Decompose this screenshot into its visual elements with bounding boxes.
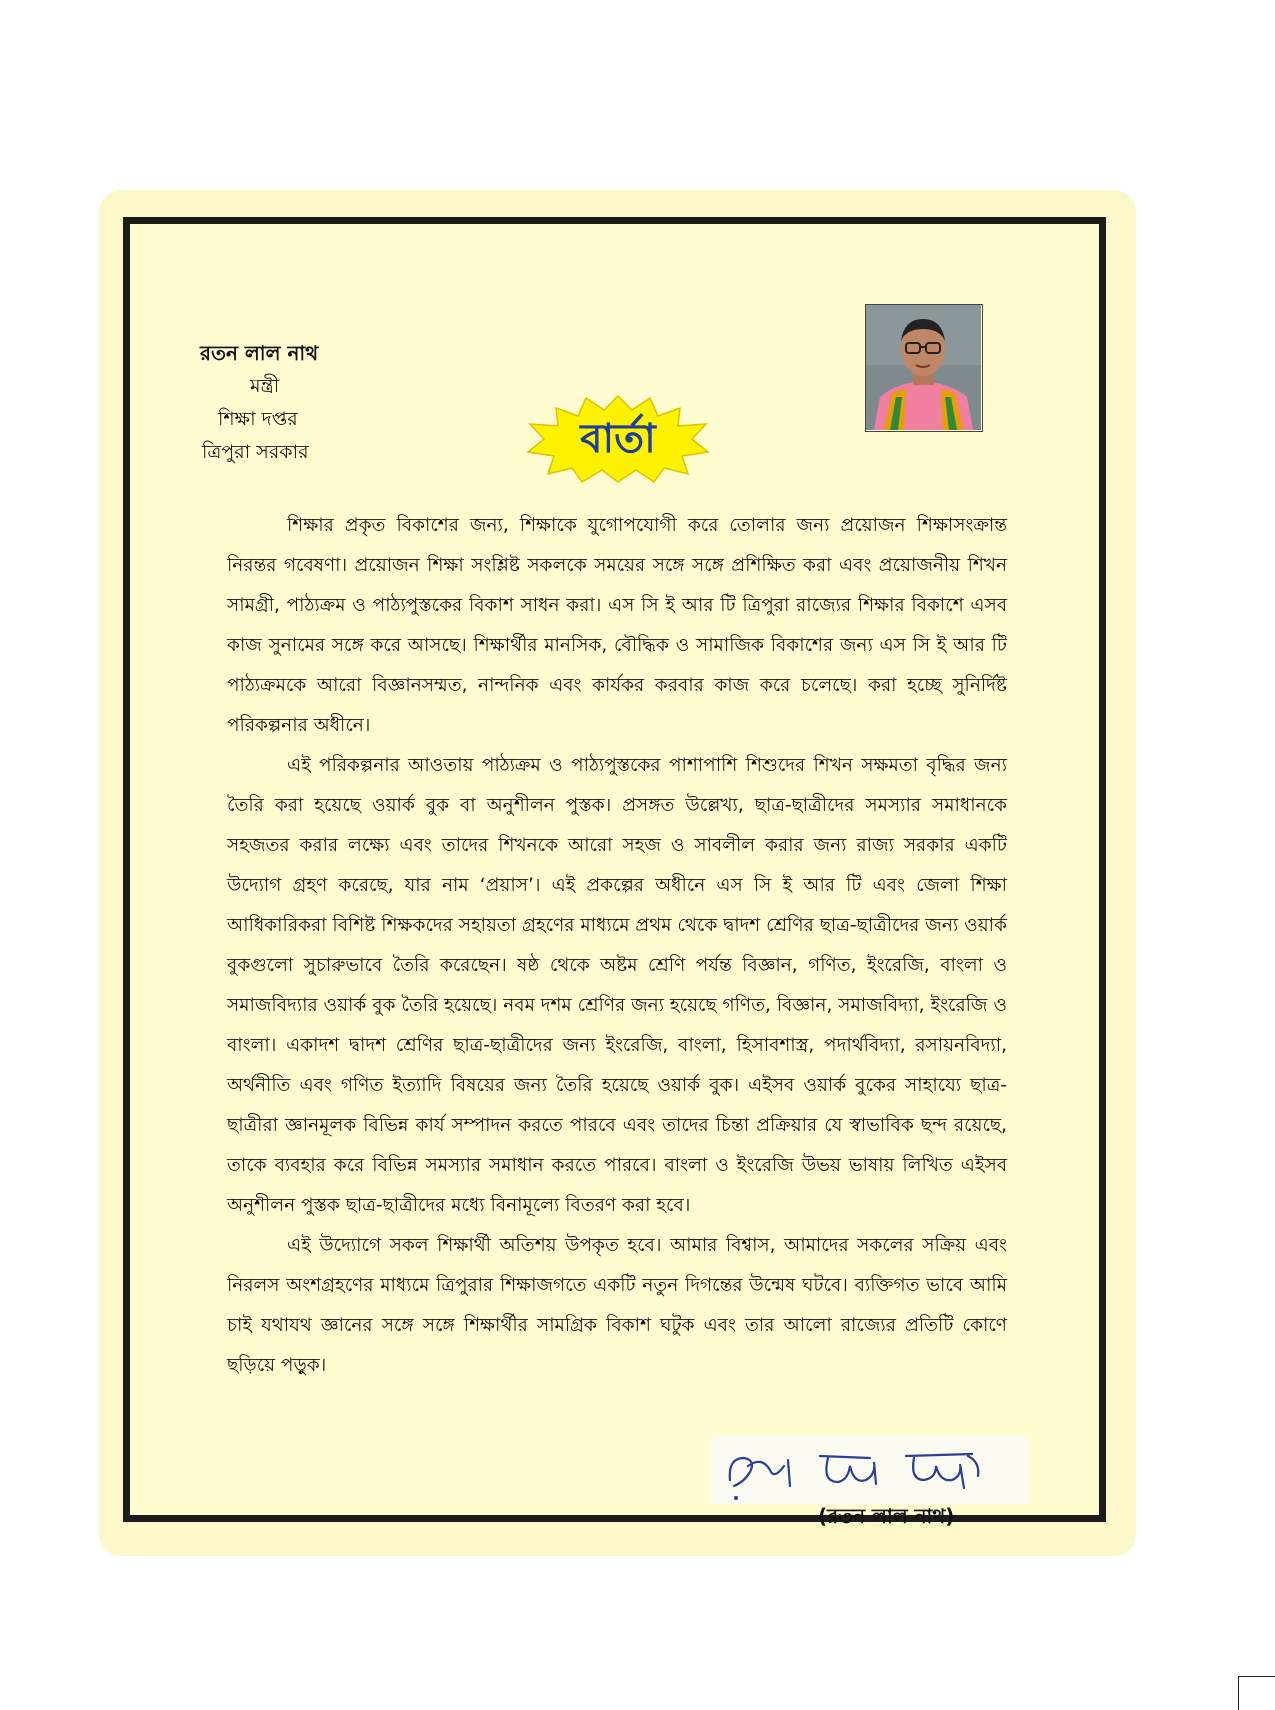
handwritten-signature [710,1436,1028,1504]
sender-department: শিক্ষা দপ্তর [218,408,298,430]
barta-badge [526,394,710,484]
sender-government: ত্রিপুরা সরকার [202,441,309,463]
paragraph-1: শিক্ষার প্রকৃত বিকাশের জন্য, শিক্ষাকে যুগোপযোগী করে তোলার জন্য প্রয়োজন শিক্ষাসংক্রান্ত নিরন্তর গবেষণা। প্রয়োজন শিক্ষা সংশ্লিষ্ট সকলকে সময়ের সঙ্গে সঙ্গে প্রশিক্ষিত করা এবং প্রয়োজনীয় শিখন সামগ্রী, পাঠ্যক্রম ও পাঠ্যপুস্তকের বিকাশ সাধন করা। এস সি ই আর টি ত্রিপুরা রাজ্যের শিক্ষার বিকাশে এসব কাজ সুনামের সঙ্গে করে আসছে। শিক্ষার্থীর মানসিক, বৌদ্ধিক ও সামাজিক বিকাশের জন্য এস সি ই আর টি পাঠ্যক্রমকে আরো বিজ্ঞানসম্মত, নান্দনিক এবং কার্যকর করবার কাজ করে চলেছে। করা হচ্ছে সুনির্দিষ্ট পরিকল্পনার অধীনে। [227,515,1007,736]
portrait-photo [865,304,983,432]
message-body [227,506,1007,1386]
message-frame [123,217,1106,1528]
paragraph-2: এই পরিকল্পনার আওতায় পাঠ্যক্রম ও পাঠ্যপুস্তকের পাশাপাশি শিশুদের শিখন সক্ষমতা বৃদ্ধির জন্য তৈরি করা হয়েছে ওয়ার্ক বুক বা অনুশীলন পুস্তক। প্রসঙ্গত উল্লেখ্য, ছাত্র-ছাত্রীদের সমস্যার সমাধানকে সহজতর করার লক্ষ্যে এবং তাদের শিখনকে আরো সহজ ও সাবলীল করার জন্য রাজ্য সরকার একটি উদ্যোগ গ্রহণ করেছে, যার নাম ‘প্রয়াস’। এই প্রকল্পের অধীনে এস সি ই আর টি এবং জেলা শিক্ষা আধিকারিকরা বিশিষ্ট শিক্ষকদের সহায়তা গ্রহণের মাধ্যমে প্রথম থেকে দ্বাদশ শ্রেণির ছাত্র-ছাত্রীদের জন্য ওয়ার্ক বুকগুলো সুচারুভাবে তৈরি করেছেন। ষষ্ঠ থেকে অষ্টম শ্রেণি পর্যন্ত বিজ্ঞান, গণিত, ইংরেজি, বাংলা ও সমাজবিদ্যার ওয়ার্ক বুক তৈরি হয়েছে। নবম দশম শ্রেণির জন্য হয়েছে গণিত, বিজ্ঞান, সমাজবিদ্যা, ইংরেজি ও বাংলা। একাদশ দ্বাদশ শ্রেণির ছাত্র-ছাত্রীদের জন্য ইংরেজি, বাংলা, হিসাবশাস্ত্র, পদার্থবিদ্যা, রসায়নবিদ্যা, অর্থনীতি এবং গণিত ইত্যাদি বিষয়ের জন্য তৈরি হয়েছে ওয়ার্ক বুক। এইসব ওয়ার্ক বুকের সাহায্যে ছাত্র-ছাত্রীরা জ্ঞানমূলক বিভিন্ন কার্য সম্পাদন করতে পারবে এবং তাদের চিন্তা প্রক্রিয়ার যে স্বাভাবিক ছন্দ রয়েছে, তাকে ব্যবহার করে বিভিন্ন সমস্যার সমাধান করতে পারবে। বাংলা ও ইংরেজি উভয় ভাষায় লিখিত এইসব অনুশীলন পুস্তক ছাত্র-ছাত্রীদের মধ্যে বিনামূল্যে বিতরণ করা হবে। [227,755,1007,1216]
portrait-icon [866,305,981,430]
paragraph-3: এই উদ্যোগে সকল শিক্ষার্থী অতিশয় উপকৃত হবে। আমার বিশ্বাস, আমাদের সকলের সক্রিয় এবং নিরলস অংশগ্রহণের মাধ্যমে ত্রিপুরার শিক্ষাজগতে একটি নতুন দিগন্তের উন্মেষ ঘটবে। ব্যক্তিগত ভাবে আমি চাই যথাযথ জ্ঞানের সঙ্গে সঙ্গে শিক্ষার্থীর সামগ্রিক বিকাশ ঘটুক এবং তার আলো রাজ্যের প্রতিটি কোণে ছড়িয়ে পড়ুক। [227,1235,1007,1376]
sender-designation: মন্ত্রী [250,375,280,397]
sender-name: রতন লাল নাথ [200,341,319,365]
page-corner-mark [1238,1676,1275,1710]
message-panel [99,190,1136,1556]
badge-label: বার্তা [580,416,656,462]
sender-block [200,337,400,469]
signatory-name: (রতন লাল নাথ) [818,1504,955,1528]
